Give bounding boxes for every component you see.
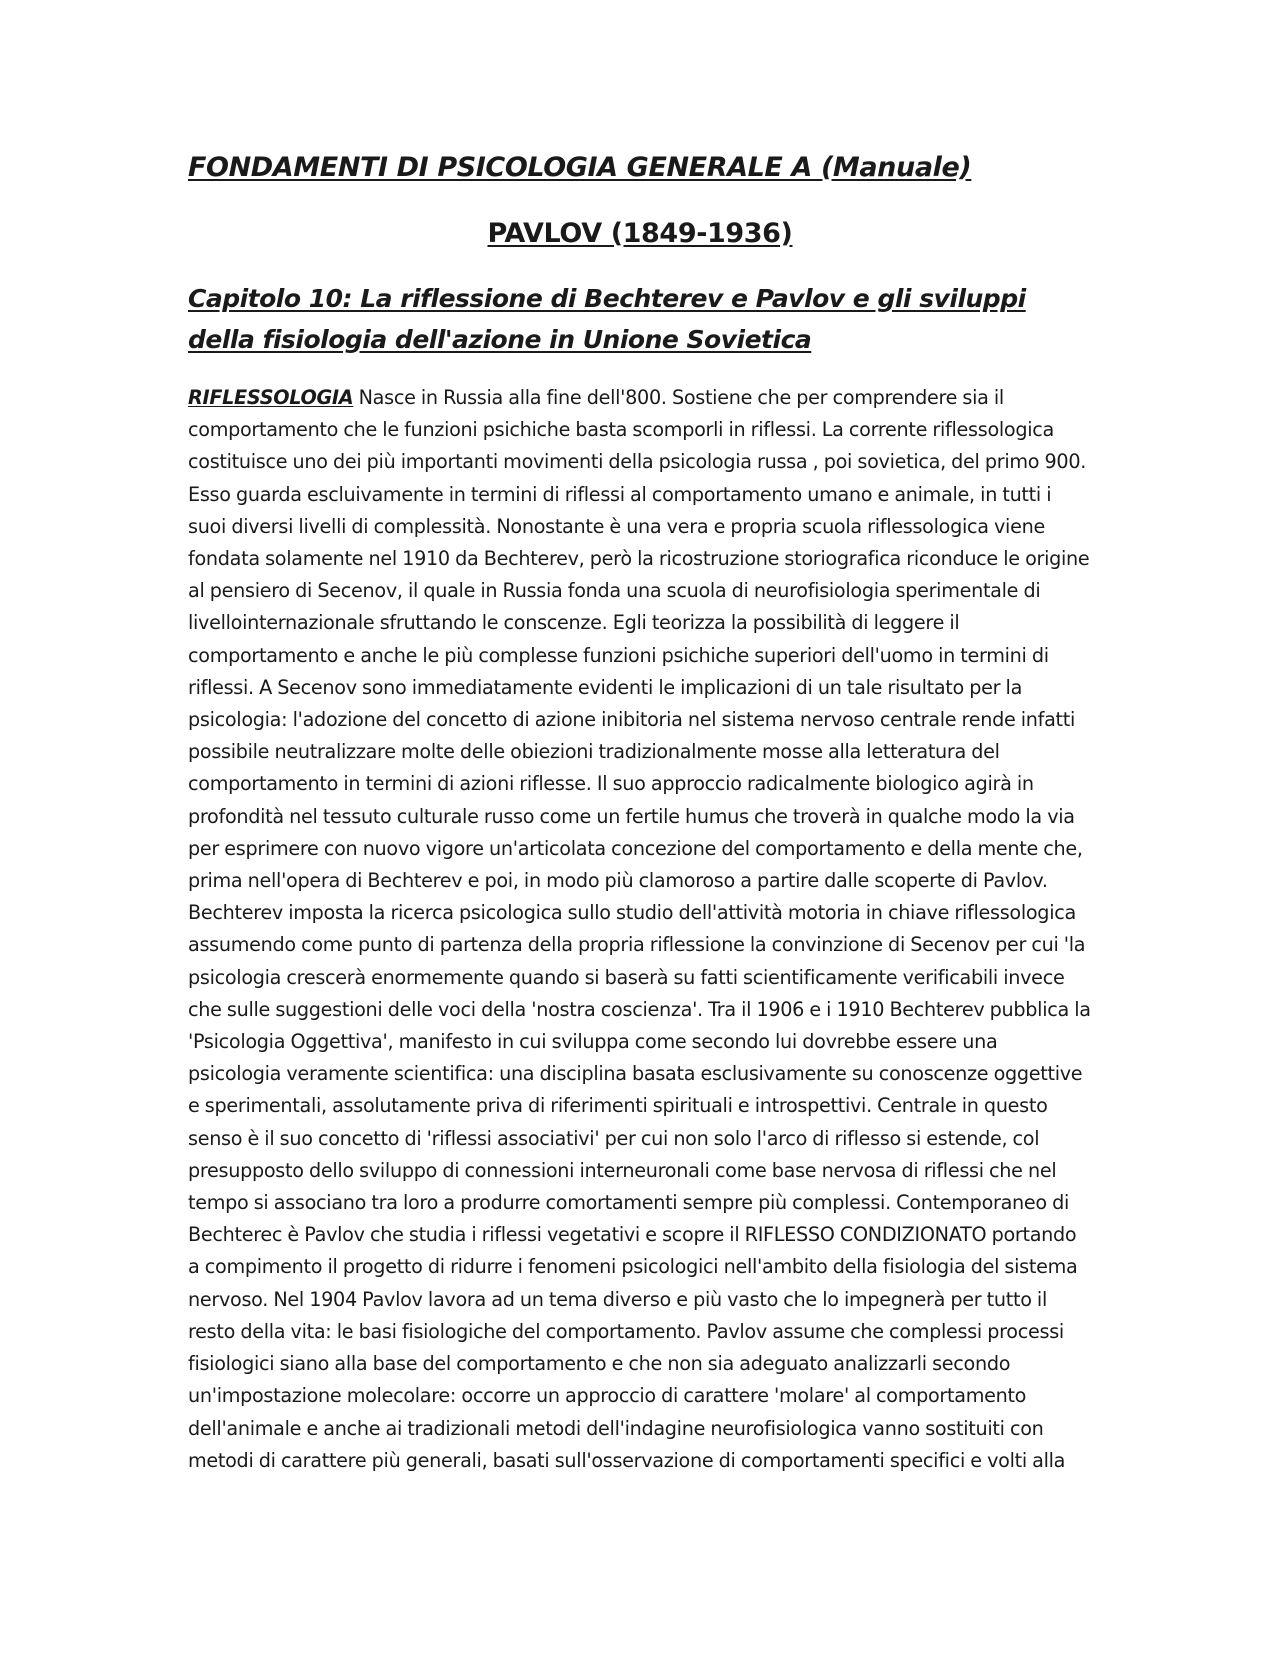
paragraph-text: Nasce in Russia alla fine dell'800. Sostiene che per comprendere sia il comportamento che le funzioni psichiche basta scomporli in riflessi. La corrente riflessologica costituisce uno dei più importanti movimenti della psicologia russa , poi sovietica, del primo 900. Esso guarda escluivamente in termini di riflessi al comportamento umano e animale, in tutti i suoi diversi livelli di complessità. Nonostante è una vera e propria scuola riflessologica viene fondata solamente nel 1910 da Bechterev, però la ricostruzione storiografica riconduce le origine al pensiero di Secenov, il quale in Russia fonda una scuola di neurofisiologia sperimentale di livellointernazionale sfruttando le conscenze. Egli teorizza la possibilità di leggere il comportamento e anche le più complesse funzioni psichiche superiori dell'uomo in termini di riflessi. A Secenov sono immediatamente evidenti le implicazioni di un tale risultato per la psicologia: l'adozione del concetto di azione inibitoria nel sistema nervoso centrale rende infatti possibile neutralizzare molte delle obiezioni tradizionalmente mosse alla letteratura del comportamento in termini di azioni riflesse. Il suo approccio radicalmente biologico agirà in profondità nel tessuto culturale russo come un fertile humus che troverà in qualche modo la via per esprimere con nuovo vigore un'articolata concezione del comportamento e della mente che, prima nell'opera di Bechterev e poi, in modo più clamoroso a partire dalle scoperte di Pavlov. Bechterev imposta la ricerca psicologica sullo studio dell'attività motoria in chiave riflessologica assumendo come punto di partenza della propria riflessione la convinzione di Secenov per cui 'la psicologia crescerà enormemente quando si baserà su fatti scientificamente verificabili invece che sulle suggestioni delle voci della 'nostra coscienza'. Tra il 1906 e i 1910 Bechterev pubblica la 'Psicologia Oggettiva', manifesto in cui sviluppa come secondo lui dovrebbe essere una psicologia veramente scientifica: una disciplina basata esclusivamente su conoscenze oggettive e sperimentali, assolutamente priva di riferimenti spirituali e introspettivi. Centrale in questo senso è il suo concetto di 'riflessi associativi' per cui non solo l'arco di riflesso si estende, col presupposto dello sviluppo di connessioni interneuronali come base nervosa di riflessi che nel tempo si associano tra loro a produrre comortamenti sempre più complessi. Contemporaneo di Bechterec è Pavlov che studia i riflessi vegetativi e scopre il RIFLESSO CONDIZIONATO portando a compimento il progetto di ridurre i fenomeni psicologici nell'ambito della fisiologia del sistema nervoso. Nel 1904 Pavlov lavora ad un tema diverso e più vasto che lo impegnerà per tutto il resto della vita: le basi fisiologiche del comportamento. Pavlov assume che complessi processi fisiologici siano alla base del comportamento e che non sia adeguato analizzarli secondo un'impostazione molecolare: occorre un approccio di carattere 'molare' al comportamento dell'animale e anche ai tradizionali metodi dell'indagine neurofisiologica vanno sostituiti con metodi di carattere più generali, basati sull'osservazione di comportamenti specifici e volti alla — [188, 386, 1091, 1472]
body-paragraph — [188, 382, 1092, 1477]
document-title: FONDAMENTI DI PSICOLOGIA GENERALE A (Manuale) — [188, 152, 972, 183]
section-title: PAVLOV (1849-1936) — [487, 218, 793, 249]
document-page — [188, 148, 1092, 1477]
chapter-title: Capitolo 10: La riflessione di Bechterev e Pavlov e gli sviluppi della fisiologia dell'azione in Unione Sovietica — [188, 284, 1026, 354]
paragraph-lead-term: RIFLESSOLOGIA — [188, 386, 354, 409]
